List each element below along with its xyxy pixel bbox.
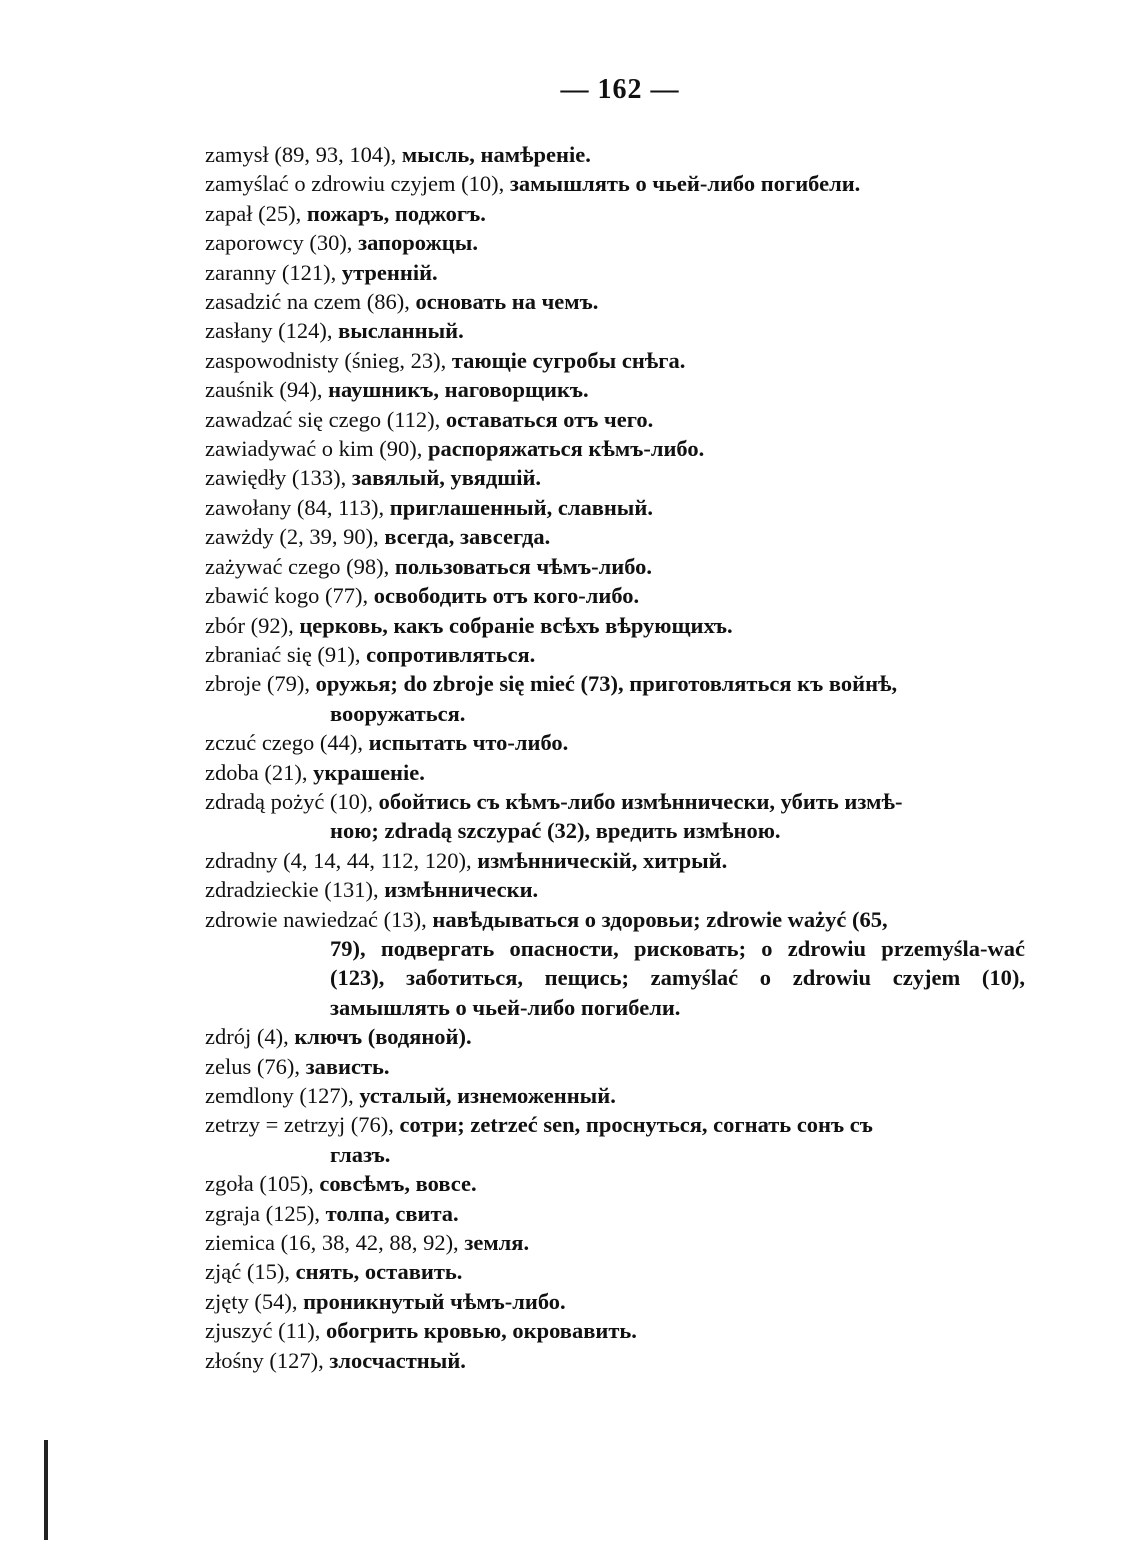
glossary-entry: zetrzy = zetrzyj (76), сотри; zetrzeć sen, проснуться, согнать сонъ съ [205,1112,873,1138]
glossary-entry: zawiadywać o kim (90), распоряжаться кѣмъ-либо. [205,436,705,462]
page-number: — 162 — [560,74,680,105]
glossary-entry: zjęty (54), проникнутый чѣмъ-либо. [205,1288,566,1314]
glossary-entry: zawołany (84, 113), приглашенный, славный. [205,494,653,520]
glossary-entry: zjuszyć (11), обогрить кровью, окровавить. [205,1318,637,1344]
glossary-entry: zdoba (21), украшеніе. [205,759,425,785]
glossary-entry: ziemica (16, 38, 42, 88, 92), земля. [205,1230,530,1256]
glossary-entry: złośny (127), злосчастный. [205,1347,466,1373]
glossary-entry: zbroje (79), оружья; do zbroje się mieć (73), приготовляться къ войнѣ, [205,671,898,697]
glossary-entry: zaspowodnisty (śnieg, 23), тающіе сугробы снѣга. [205,347,686,373]
glossary-entry: zbór (92), церковь, какъ собраніе всѣхъ вѣрующихъ. [205,612,733,638]
glossary-entry: zelus (76), зависть. [205,1053,390,1079]
glossary-entry: zczuć czego (44), испытать что-либо. [205,730,569,756]
glossary-entry: zapał (25), пожаръ, поджогъ. [205,200,486,226]
glossary-entry: zgraja (125), толпа, свита. [205,1200,459,1226]
glossary-entries [205,140,1025,1375]
glossary-entry: zawiędły (133), завялый, увядшій. [205,465,542,491]
glossary-entry-continuation: 79), подвергать опасности, рисковать; o zdrowiu przemyśla-wać (123), заботиться, пещись; zamyślać o zdrowiu czyjem (10), замышлять о чьей-либо погибели. [330,935,1025,1020]
glossary-entry: zażywać czego (98), пользоваться чѣмъ-либо. [205,553,653,579]
glossary-entry: zgoła (105), совсѣмъ, вовсе. [205,1171,477,1197]
glossary-entry-continuation: вооружаться. [330,700,466,726]
glossary-entry: zdradny (4, 14, 44, 112, 120), измѣнническій, хитрый. [205,847,728,873]
glossary-entry: zasłany (124), высланный. [205,318,464,344]
glossary-entry: zdrowie nawiedzać (13), навѣдываться о здоровьи; zdrowie ważyć (65, [205,906,888,932]
glossary-entry: zamysł (89, 93, 104), мысль, намѣреніе. [205,142,591,167]
glossary-entry-continuation: глазъ. [330,1141,391,1167]
glossary-entry-continuation: ною; zdradą szczypać (32), вредить измѣною. [330,818,781,844]
glossary-entry: zbraniać się (91), сопротивляться. [205,641,536,667]
glossary-entry: zdrój (4), ключъ (водяной). [205,1024,472,1050]
glossary-entry: zaranny (121), утренній. [205,259,438,285]
glossary-entry: zbawić kogo (77), освободить отъ кого-либо. [205,583,640,609]
glossary-entry: zawadzać się czego (112), оставаться отъ чего. [205,406,654,432]
glossary-entry: zdradzieckie (131), измѣннически. [205,877,539,903]
glossary-entry: zaporowcy (30), запорожцы. [205,230,478,256]
glossary-entry: zawżdy (2, 39, 90), всегда, завсегда. [205,524,551,550]
glossary-entry: zemdlony (127), усталый, изнеможенный. [205,1083,616,1108]
glossary-entry: zasadzić na czem (86), основать на чемъ. [205,289,599,315]
binding-edge-mark [44,1440,48,1540]
glossary-entry: zjąć (15), снять, оставить. [205,1259,463,1285]
glossary-entry: zdradą pożyć (10), обойтись съ кѣмъ-либо измѣннически, убить измѣ- [205,788,903,814]
glossary-entry: zamyślać o zdrowiu czyjem (10), замышлять о чьей-либо погибели. [205,171,861,197]
glossary-entry: zauśnik (94), наушникъ, наговорщикъ. [205,377,589,403]
